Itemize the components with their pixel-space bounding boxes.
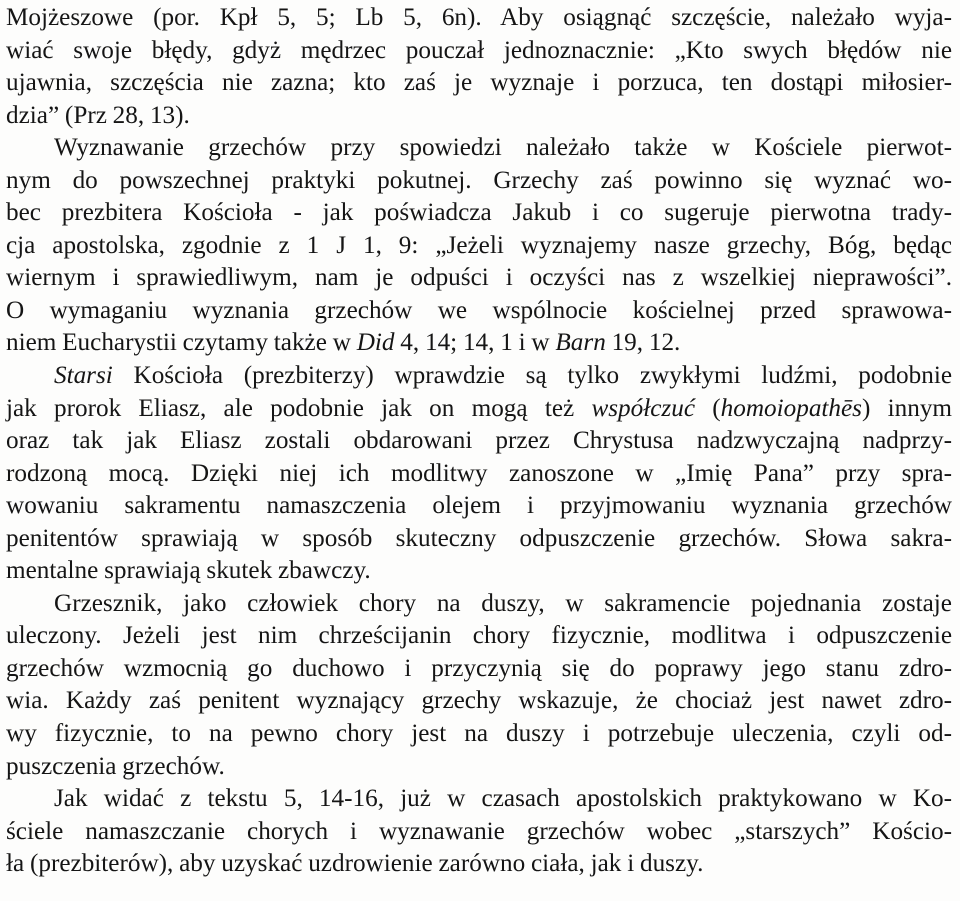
text-segment: dzia” (Prz 28, 13). bbox=[6, 101, 190, 129]
text-segment: Kościoła (prezbiterzy) wprawdzie są tylko zwykłymi ludźmi, podobnie bbox=[112, 362, 952, 390]
text-line bbox=[6, 620, 952, 653]
text-segment: Wyznawanie grzechów przy spowiedzi należało także w Kościele pierwot- bbox=[54, 134, 952, 162]
text-segment: 4, 14; 14, 1 i w bbox=[394, 329, 556, 357]
paragraph bbox=[6, 360, 952, 588]
text-line bbox=[6, 327, 952, 360]
text-segment: ściele namaszczanie chorych i wyznawanie grzechów wobec „starszych” Kościo- bbox=[6, 817, 952, 845]
text-segment: ujawnia, szczęścia nie zazna; kto zaś je wyznaje i porzuca, ten dostąpi miłosier- bbox=[6, 69, 952, 97]
text-segment: nym do powszechnej praktyki pokutnej. Grzechy zaś powinno się wyznać wo- bbox=[6, 166, 952, 194]
text-segment: penitentów sprawiają w sposób skuteczny odpuszczenie grzechów. Słowa sakra- bbox=[6, 524, 952, 552]
text-line bbox=[6, 67, 952, 100]
text-line bbox=[6, 718, 952, 751]
text-line bbox=[6, 100, 952, 133]
text-segment: rodzoną mocą. Dzięki niej ich modlitwy zanoszone w „Imię Pana” przy spra- bbox=[6, 459, 952, 487]
text-segment: ( bbox=[695, 394, 721, 422]
text-segment: jak prorok Eliasz, ale podobnie jak on mogą też bbox=[6, 394, 592, 422]
text-line bbox=[6, 490, 952, 523]
text-segment: oraz tak jak Eliasz zostali obdarowani przez Chrystusa nadzwyczajną nadprzy- bbox=[6, 427, 952, 455]
text-line bbox=[6, 458, 952, 491]
text-segment: O wymaganiu wyznania grzechów we wspólnocie kościelnej przed sprawowa- bbox=[6, 296, 952, 324]
text-segment: puszczenia grzechów. bbox=[6, 752, 225, 780]
text-line bbox=[6, 360, 952, 393]
text-segment: Mojżeszowe (por. Kpł 5, 5; Lb 5, 6n). Aby osiągnąć szczęście, należało wyja- bbox=[6, 4, 952, 31]
text-segment: niem Eucharystii czytamy także w bbox=[6, 329, 357, 357]
text-line bbox=[6, 685, 952, 718]
italic-term: Did bbox=[356, 329, 395, 357]
italic-term: Starsi bbox=[54, 362, 113, 390]
text-line bbox=[6, 132, 952, 165]
text-line bbox=[6, 751, 952, 784]
text-segment: wiać swoje błędy, gdyż mędrzec pouczał jednoznacznie: „Kto swych błędów nie bbox=[6, 36, 952, 64]
text-segment: grzechów wzmocnią go duchowo i przyczynią się do poprawy jego stanu zdro- bbox=[6, 654, 952, 682]
text-segment: 19, 12. bbox=[605, 329, 681, 357]
paragraph bbox=[6, 588, 952, 783]
text-line bbox=[6, 262, 952, 295]
text-line bbox=[6, 2, 952, 35]
text-segment: wia. Każdy zaś penitent wyznający grzechy wskazuje, że chociaż jest nawet zdro- bbox=[6, 687, 952, 715]
italic-term: homoiopathēs bbox=[720, 394, 862, 422]
text-segment: mentalne sprawiają skutek zbawczy. bbox=[6, 557, 371, 585]
text-segment: cja apostolska, zgodnie z 1 J 1, 9: „Jeżeli wyznajemy nasze grzechy, Bóg, będąc bbox=[6, 231, 952, 259]
paragraph bbox=[6, 2, 952, 132]
paragraph bbox=[6, 783, 952, 881]
italic-term: współczuć bbox=[591, 394, 695, 422]
text-line bbox=[6, 653, 952, 686]
text-segment: wiernym i sprawiedliwym, nam je odpuści i oczyści nas z wszelkiej nieprawości”. bbox=[6, 264, 952, 292]
text-line bbox=[6, 816, 952, 849]
text-line bbox=[6, 783, 952, 816]
text-line bbox=[6, 165, 952, 198]
text-line bbox=[6, 35, 952, 68]
italic-term: Barn bbox=[555, 329, 606, 357]
text-segment: Jak widać z tekstu 5, 14-16, już w czasach apostolskich praktykowano w Ko- bbox=[54, 785, 952, 813]
paragraph bbox=[6, 132, 952, 360]
text-line bbox=[6, 588, 952, 621]
text-segment: wy fizycznie, to na pewno chory jest na duszy i potrzebuje uleczenia, czyli od- bbox=[6, 720, 952, 748]
text-line bbox=[6, 295, 952, 328]
text-line bbox=[6, 197, 952, 230]
text-line bbox=[6, 425, 952, 458]
text-segment: bec prezbitera Kościoła - jak poświadcza Jakub i co sugeruje pierwotna trady- bbox=[6, 199, 952, 227]
text-segment: uleczony. Jeżeli jest nim chrześcijanin chory fizycznie, modlitwa i odpuszczenie bbox=[6, 622, 952, 650]
text-line bbox=[6, 230, 952, 263]
text-segment: wowaniu sakramentu namaszczenia olejem i przyjmowaniu wyznania grzechów bbox=[6, 492, 952, 520]
text-segment: ła (prezbiterów), aby uzyskać uzdrowienie zarówno ciała, jak i duszy. bbox=[6, 850, 704, 878]
text-line bbox=[6, 555, 952, 588]
text-segment: Grzesznik, jako człowiek chory na duszy, w sakramencie pojednania zostaje bbox=[54, 589, 952, 617]
text-line bbox=[6, 848, 952, 881]
text-line bbox=[6, 393, 952, 426]
body-text bbox=[6, 2, 952, 881]
text-segment: ) innym bbox=[861, 394, 952, 422]
text-line bbox=[6, 523, 952, 556]
